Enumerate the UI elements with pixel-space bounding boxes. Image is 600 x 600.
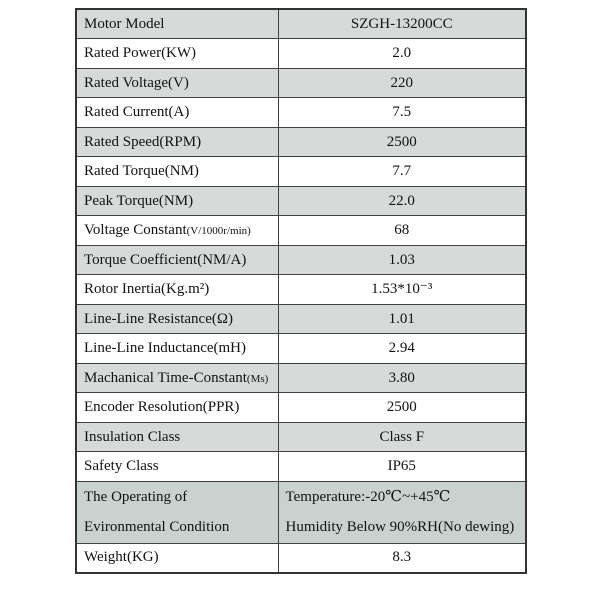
table-row [76, 216, 526, 246]
spec-label: Weight(KG) [84, 549, 159, 566]
spec-label-cell [76, 216, 278, 246]
spec-value: 68 [394, 222, 410, 238]
spec-value-cell [278, 39, 526, 69]
spec-label: Motor Model [84, 15, 165, 32]
spec-label: Rotor Inertia(Kg.m²) [84, 281, 210, 297]
spec-value: Class F [379, 428, 425, 445]
spec-label-cell [76, 127, 278, 157]
spec-label: Rated Speed(RPM) [84, 133, 202, 150]
spec-value: 220 [390, 74, 413, 91]
spec-label: Peak Torque(NM) [84, 192, 194, 209]
spec-value-cell [278, 98, 526, 128]
spec-value: 1.01 [388, 310, 415, 327]
spec-value-line: Humidity Below 90%RH(No dewing) [285, 518, 515, 535]
table-row [76, 543, 526, 573]
spec-value-cell [278, 422, 526, 452]
table-row [76, 127, 526, 157]
spec-value-cell [278, 363, 526, 393]
spec-value: 2500 [386, 133, 417, 150]
spec-value: 1.53*10⁻³ [371, 281, 433, 297]
spec-label-cell [76, 39, 278, 69]
table-row [76, 422, 526, 452]
spec-label-cell [76, 543, 278, 573]
spec-label-cell [76, 186, 278, 216]
spec-value-cell [278, 275, 526, 305]
spec-label-cell [76, 68, 278, 98]
table-row [76, 304, 526, 334]
spec-value: 2.94 [388, 340, 415, 356]
table-row [76, 363, 526, 393]
spec-label-line: The Operating of [84, 488, 188, 505]
spec-value: 8.3 [392, 549, 412, 566]
spec-label-cell [76, 452, 278, 482]
spec-label: Machanical Time-Constant [84, 369, 247, 386]
spec-label-cell [76, 334, 278, 364]
spec-value-cell [278, 186, 526, 216]
spec-value-cell [278, 216, 526, 246]
spec-label-lines [84, 482, 271, 542]
spec-value-cell [278, 127, 526, 157]
spec-label-cell [76, 157, 278, 187]
table-row [76, 393, 526, 423]
table-row [76, 186, 526, 216]
spec-label: Voltage Constant [84, 222, 187, 238]
spec-value: 22.0 [388, 192, 415, 209]
spec-value-cell [278, 543, 526, 573]
table-row [76, 334, 526, 364]
table-row [76, 68, 526, 98]
table-row [76, 245, 526, 275]
spec-value-cell [278, 157, 526, 187]
spec-label: Line-Line Inductance(mH) [84, 340, 247, 356]
spec-label-cell [76, 481, 278, 543]
spec-value-line: Temperature:-20℃~+45℃ [285, 488, 451, 505]
spec-label: Safety Class [84, 458, 159, 474]
spec-value-cell [278, 9, 526, 39]
spec-value: 7.5 [392, 104, 412, 120]
spec-label-note: (Ms) [246, 372, 269, 385]
spec-value-cell [278, 452, 526, 482]
spec-value: 7.7 [392, 163, 412, 179]
spec-value: 2.0 [392, 45, 412, 61]
spec-value-cell [278, 68, 526, 98]
spec-value-cell [278, 393, 526, 423]
spec-label: Insulation Class [84, 428, 181, 445]
spec-label: Torque Coefficient(NM/A) [84, 251, 247, 268]
spec-label: Rated Current(A) [84, 104, 190, 120]
spec-label: Encoder Resolution(PPR) [84, 399, 240, 415]
spec-value-lines [286, 482, 519, 542]
table-row [76, 9, 526, 39]
spec-label: Rated Torque(NM) [84, 163, 199, 179]
table-row [76, 481, 526, 543]
spec-value: IP65 [387, 458, 416, 474]
table-row [76, 39, 526, 69]
spec-label-cell [76, 98, 278, 128]
table-row [76, 452, 526, 482]
spec-label-cell [76, 363, 278, 393]
spec-label-note: (V/1000r/min) [186, 225, 251, 237]
spec-label-cell [76, 393, 278, 423]
spec-label-cell [76, 304, 278, 334]
spec-label: Line-Line Resistance(Ω) [84, 310, 234, 327]
spec-value-cell [278, 245, 526, 275]
spec-label: Rated Power(KW) [84, 45, 197, 61]
spec-value-cell [278, 481, 526, 543]
spec-value: 2500 [386, 399, 417, 415]
spec-label-line: Evironmental Condition [84, 518, 230, 535]
spec-value: 1.03 [388, 251, 415, 268]
spec-value-cell [278, 334, 526, 364]
table-row [76, 157, 526, 187]
table-row [76, 98, 526, 128]
spec-label-cell [76, 275, 278, 305]
spec-table-body [76, 9, 526, 573]
spec-label-cell [76, 422, 278, 452]
motor-spec-table [75, 8, 527, 574]
spec-value-cell [278, 304, 526, 334]
spec-value: SZGH-13200CC [350, 15, 453, 32]
table-row [76, 275, 526, 305]
spec-label: Rated Voltage(V) [84, 74, 189, 91]
spec-value: 3.80 [388, 369, 415, 386]
spec-label-cell [76, 9, 278, 39]
spec-label-cell [76, 245, 278, 275]
